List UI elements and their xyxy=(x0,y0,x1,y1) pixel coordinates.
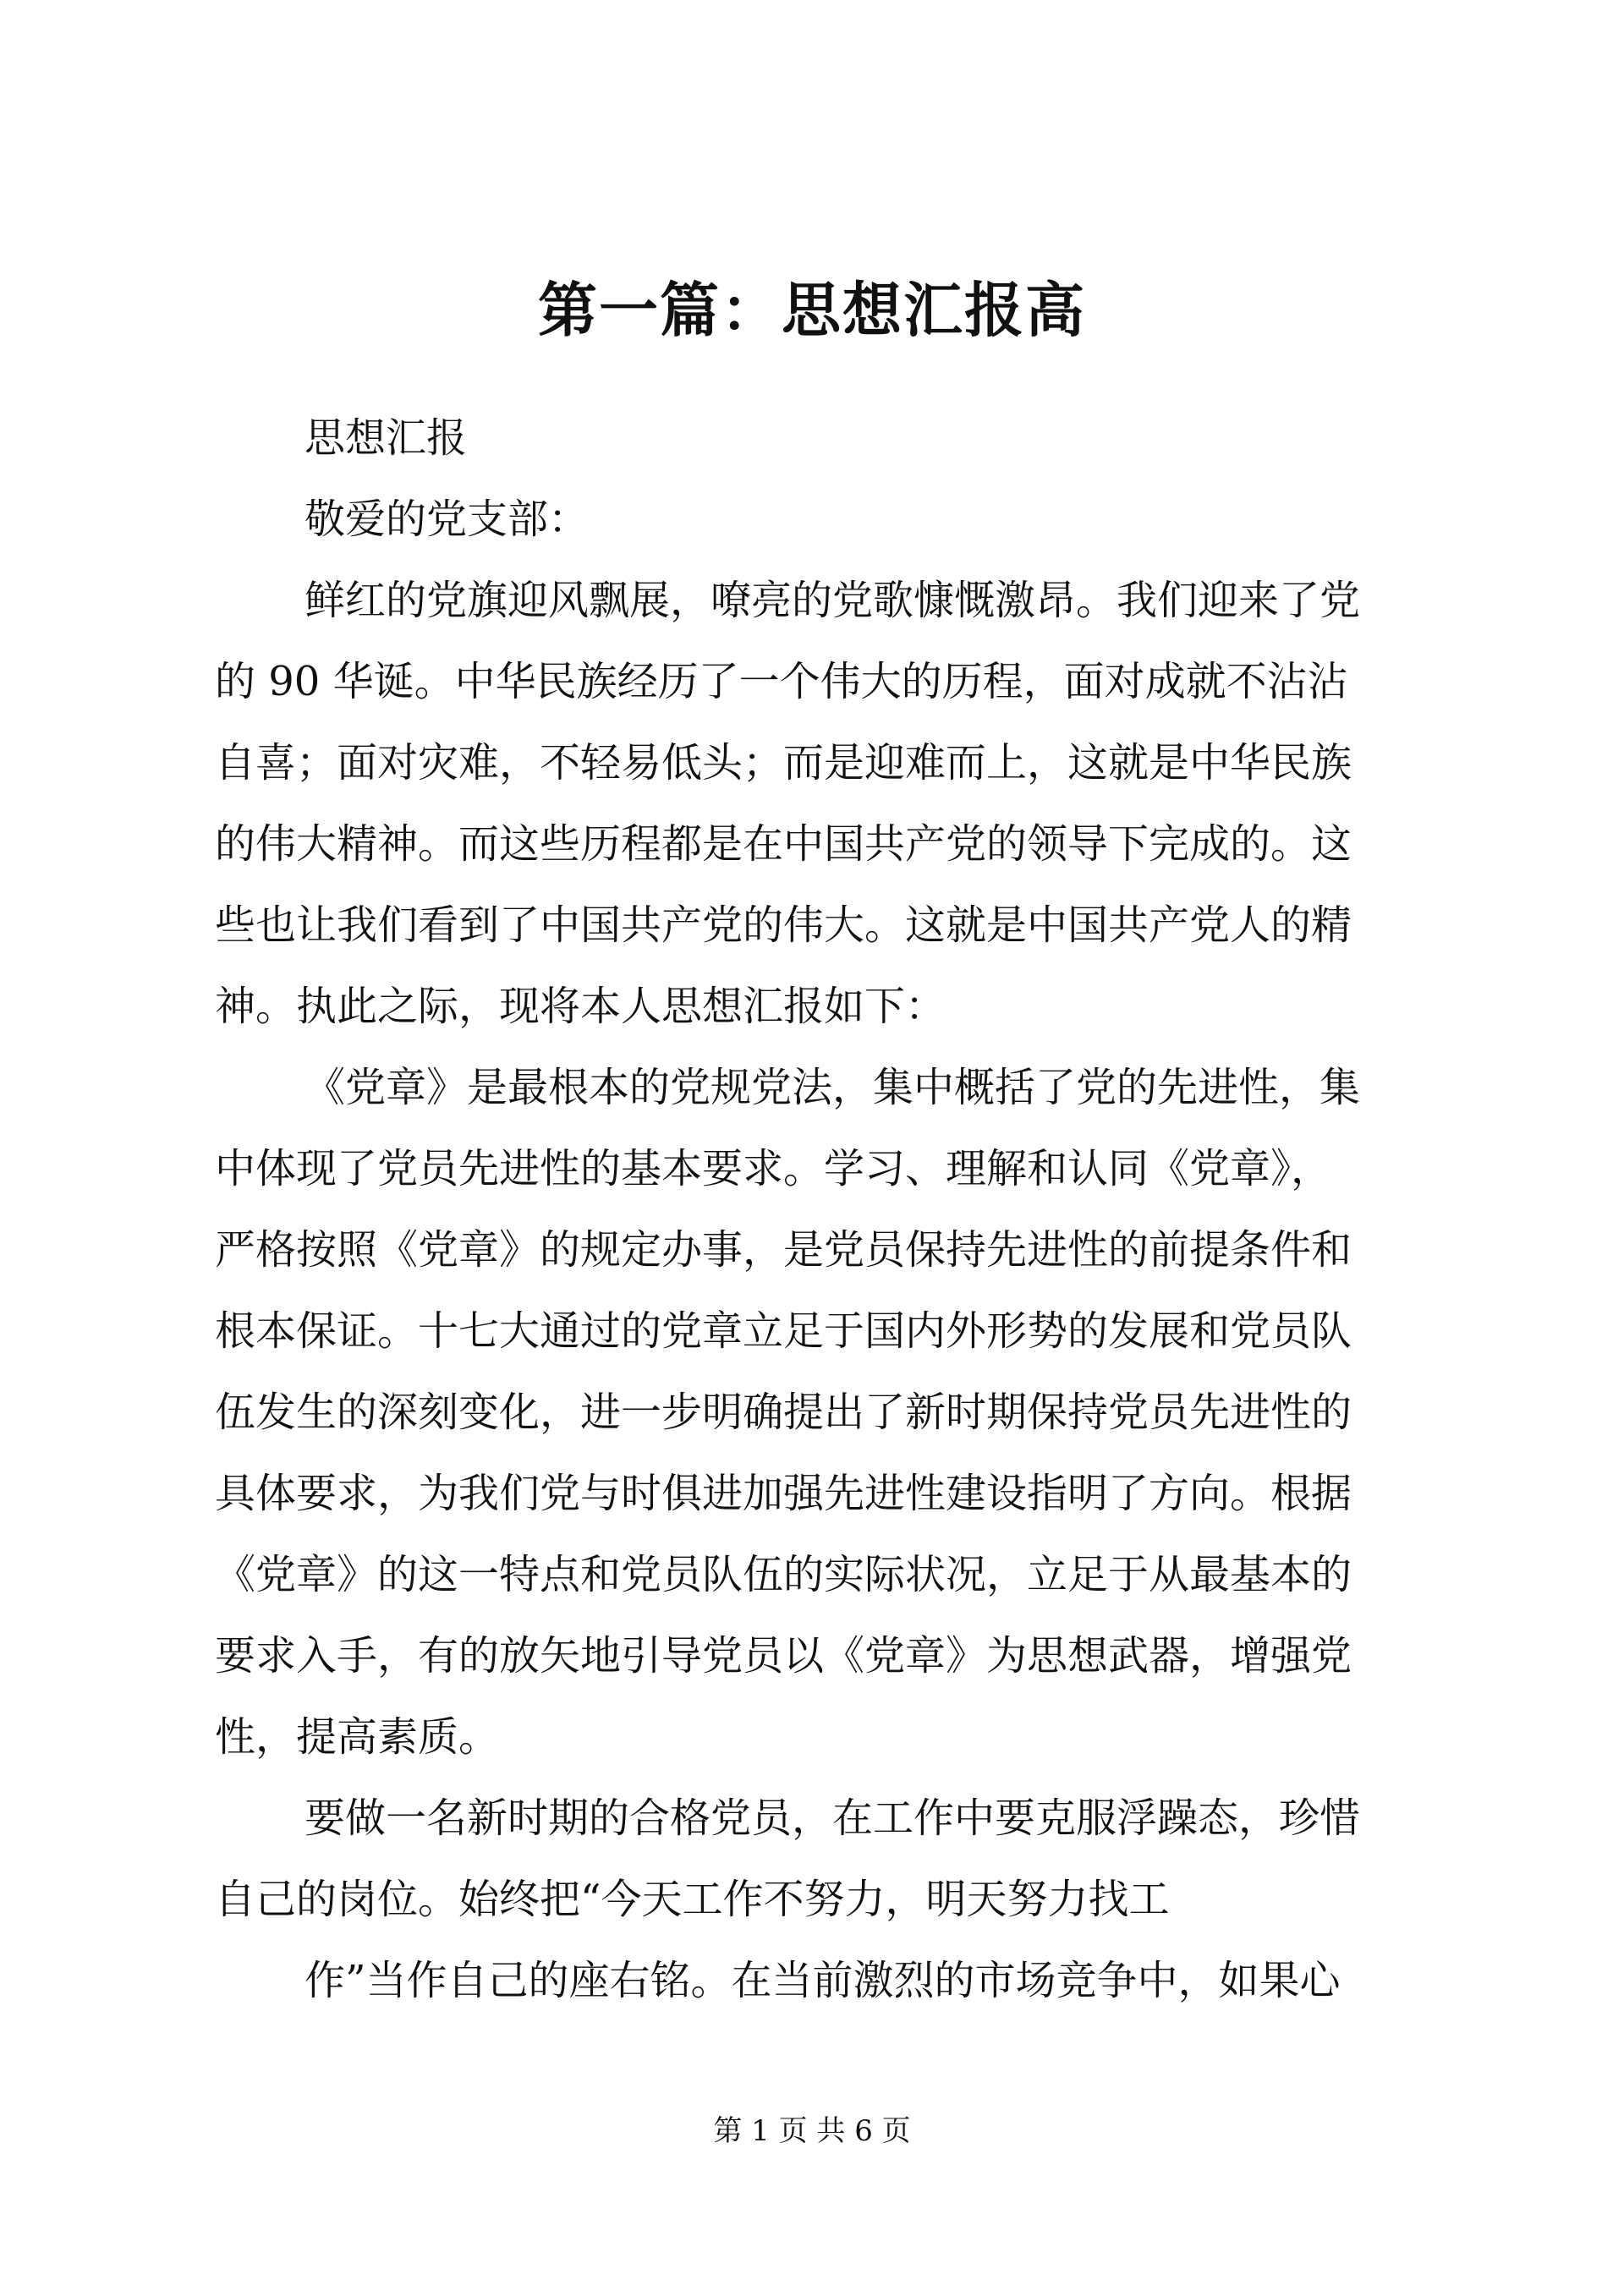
paragraph-2-line xyxy=(215,1696,1413,1778)
text-line: 根本保证。十七大通过的党章立足于国内外形势的发展和党员队 xyxy=(215,1307,1352,1355)
paragraph-2-line xyxy=(215,1290,1413,1372)
text-line: 的伟大精神。而这些历程都是在中国共产党的领导下完成的。这 xyxy=(215,820,1352,868)
text-line: 敬爱的党支部： xyxy=(304,496,590,543)
salutation-line xyxy=(304,479,1413,560)
paragraph-2-line xyxy=(215,1534,1413,1615)
salutation-heading-line xyxy=(304,397,1413,479)
text-line: 性，提高素质。 xyxy=(215,1713,500,1761)
text-line: 严格按照《党章》的规定办事，是党员保持先进性的前提条件和 xyxy=(215,1226,1352,1274)
paragraph-1-line xyxy=(215,641,1413,722)
document-body xyxy=(215,397,1413,2021)
text-line: 作”当作自己的座右铭。在当前激烈的市场竞争中，如果心 xyxy=(304,1957,1341,2004)
document-title: 第一篇：思想汇报高 xyxy=(538,275,1086,345)
paragraph-2-line xyxy=(215,1209,1413,1290)
paragraph-3-line xyxy=(304,1778,1413,1859)
paragraph-2-line xyxy=(215,1453,1413,1534)
text-line: 要求入手，有的放矢地引导党员以《党章》为思想武器，增强党 xyxy=(215,1632,1352,1680)
text-line: 些也让我们看到了中国共产党的伟大。这就是中国共产党人的精 xyxy=(215,901,1352,949)
page-footer: 第 1 页 共 6 页 xyxy=(713,2114,911,2148)
text-line: 《党章》是最根本的党规党法，集中概括了党的先进性，集 xyxy=(304,1064,1361,1111)
paragraph-2-line xyxy=(304,1047,1413,1128)
text-line: 自己的岗位。始终把“今天工作不努力，明天努力找工 xyxy=(215,1876,1170,1923)
text-line: 伍发生的深刻变化，进一步明确提出了新时期保持党员先进性的 xyxy=(215,1389,1352,1436)
paragraph-2-line xyxy=(215,1372,1413,1453)
paragraph-1-line xyxy=(215,722,1413,803)
paragraph-1-line xyxy=(215,803,1413,885)
paragraph-1-line xyxy=(215,966,1413,1047)
text-line: 中体现了党员先进性的基本要求。学习、理解和认同《党章》， xyxy=(215,1145,1332,1192)
paragraph-3-line xyxy=(304,1940,1413,2021)
text-line: 具体要求，为我们党与时俱进加强先进性建设指明了方向。根据 xyxy=(215,1470,1352,1517)
text-line: 思想汇报 xyxy=(304,414,468,462)
paragraph-1-line xyxy=(304,560,1413,641)
paragraph-2-line xyxy=(215,1615,1413,1696)
text-line: 的 90 华诞。中华民族经历了一个伟大的历程，面对成就不沾沾 xyxy=(215,658,1348,705)
paragraph-3-line xyxy=(215,1859,1413,1940)
paragraph-1-line xyxy=(215,885,1413,966)
text-line: 神。执此之际，现将本人思想汇报如下： xyxy=(215,983,946,1030)
text-line: 要做一名新时期的合格党员，在工作中要克服浮躁态，珍惜 xyxy=(304,1795,1361,1842)
text-line: 《党章》的这一特点和党员队伍的实际状况，立足于从最基本的 xyxy=(215,1551,1352,1598)
text-line: 自喜；面对灾难，不轻易低头；而是迎难而上，这就是中华民族 xyxy=(215,739,1352,786)
text-line: 鲜红的党旗迎风飘展，嘹亮的党歌慷慨激昂。我们迎来了党 xyxy=(304,577,1361,624)
paragraph-2-line xyxy=(215,1128,1413,1209)
